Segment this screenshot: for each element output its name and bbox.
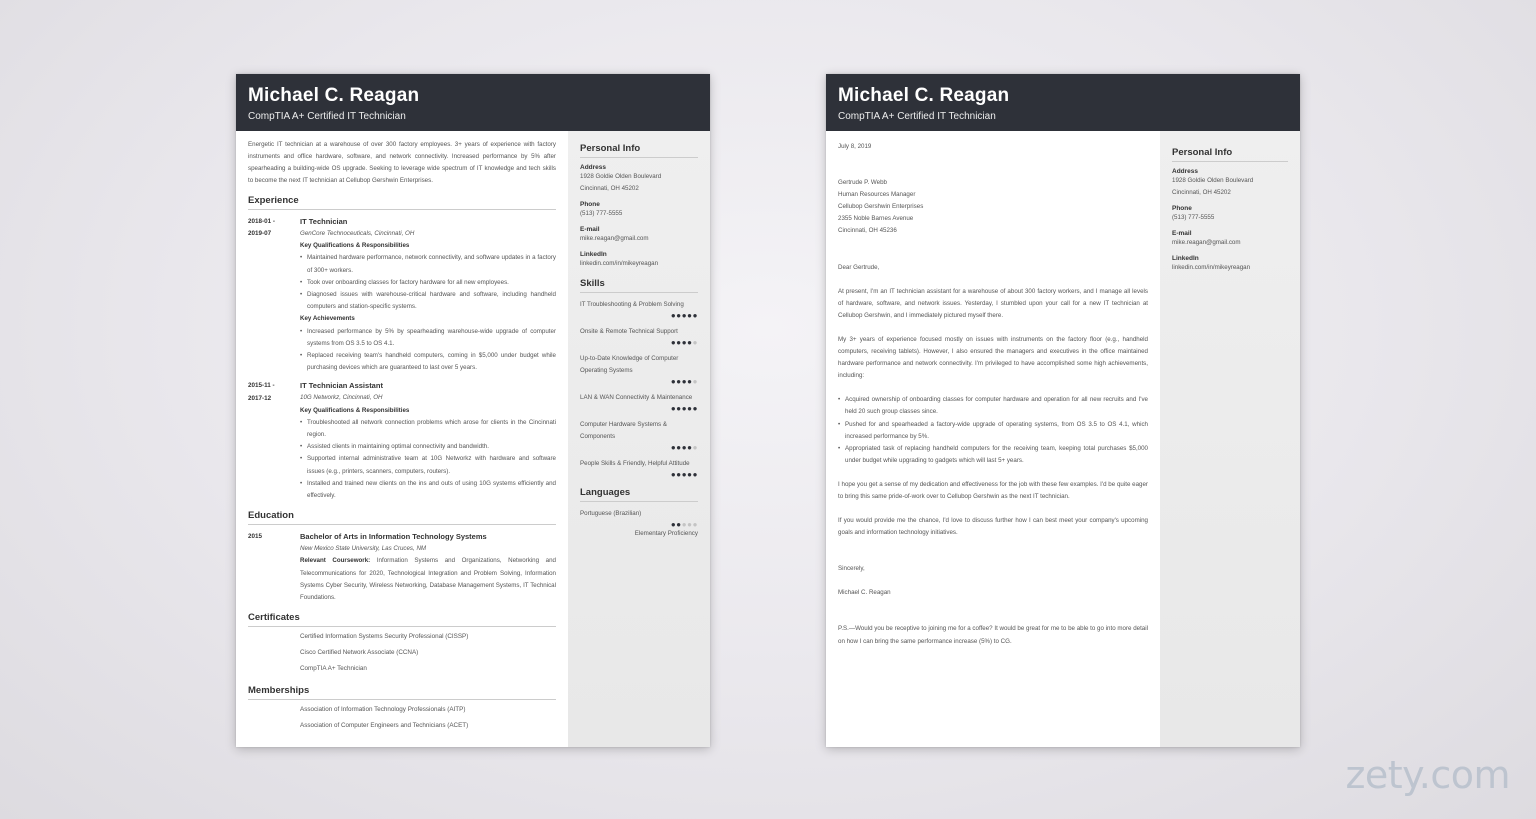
letter-name: Michael C. Reagan — [838, 85, 1010, 106]
letter-bullet: • Pushed for and spearheaded a factory-wide upgrade of operating systems, from OS 3.5 to OS 4.1, which increased performance by 5%. — [838, 419, 1148, 443]
job-bullet: • Diagnosed issues with warehouse-critical hardware and software, including handheld computers and station-specific systems. — [300, 289, 556, 313]
skill-dot-filled: ● — [670, 443, 677, 452]
education-heading: Education — [248, 510, 556, 525]
skill-dot-filled: ● — [692, 470, 698, 479]
address-label: Address — [580, 164, 607, 171]
skill-level-dots — [580, 470, 698, 479]
address-line: 1928 Goldie Olden Boulevard — [580, 173, 662, 180]
letter-paragraph: At present, I'm an IT technician assistant for a warehouse of about 300 factory workers, and I manage all levels of hardware, software, and network issues. Yesterday, I stumbled upon your call for a new IT technician at Cellubop Gershwin, and I immediately pictured myself there. — [838, 287, 1148, 319]
email-value: mike.reagan@gmail.com — [1172, 239, 1241, 246]
job-role: IT Technician — [300, 217, 348, 226]
skill-entry — [580, 353, 698, 386]
certificates-heading: Certificates — [248, 612, 556, 627]
linkedin-value: linkedin.com/in/mikeyreagan — [580, 260, 659, 267]
job-end-date: 2017-12 — [248, 394, 272, 402]
job-start-date: 2018-01 - — [248, 218, 275, 225]
skill-dot-filled: ● — [676, 443, 682, 452]
skill-name: LAN & WAN Connectivity & Maintenance — [580, 394, 693, 401]
skill-dot-empty: ● — [692, 338, 698, 347]
phone-value: (513) 777-5555 — [580, 210, 623, 217]
language-level-dots — [580, 520, 698, 529]
skill-dot-filled: ● — [681, 338, 688, 347]
language-level-text: Elementary Proficiency — [634, 530, 698, 537]
skill-dot-filled: ● — [687, 404, 693, 413]
personal-info-heading: Personal Info — [1172, 147, 1288, 162]
certificate-item: CompTIA A+ Technician — [300, 665, 367, 673]
skill-dot-filled: ● — [670, 377, 677, 386]
job-bullet: • Installed and trained new clients on the ins and outs of using 10G systems efficiently and effectively. — [300, 478, 556, 502]
certificate-item: Cisco Certified Network Associate (CCNA) — [300, 649, 419, 657]
skill-dot-filled: ● — [676, 377, 682, 386]
experience-heading: Experience — [248, 195, 556, 210]
phone-label: Phone — [580, 201, 600, 208]
address-line: Cincinnati, OH 45202 — [580, 185, 639, 192]
letter-postscript: P.S.—Would you be receptive to joining me for a coffee? It would be great for me to be able to go into more detail on how I can bring the same performance increase (5%) to CG. — [838, 625, 1148, 645]
email-label: E-mail — [580, 226, 600, 233]
job-org: 10G Networkz, Cincinnati, OH — [300, 394, 383, 402]
phone-label: Phone — [1172, 205, 1192, 212]
linkedin-label: LinkedIn — [580, 251, 607, 258]
letter-job-title: CompTIA A+ Certified IT Technician — [838, 111, 996, 122]
skill-entry — [580, 458, 698, 479]
skill-dot-filled: ● — [692, 311, 698, 320]
recipient-line: Human Resources Manager — [838, 191, 916, 199]
skill-level-dots — [580, 338, 698, 347]
personal-info-heading: Personal Info — [580, 143, 698, 158]
coursework-label: Relevant Coursework: — [300, 557, 371, 565]
job-start-date: 2015-11 - — [248, 382, 275, 390]
skill-dot-filled: ● — [687, 377, 693, 386]
recipient-line: Gertrude P. Webb — [838, 179, 887, 187]
skill-dot-empty: ● — [687, 520, 693, 529]
skill-level-dots — [580, 443, 698, 452]
skill-dot-filled: ● — [670, 311, 677, 320]
memberships-heading: Memberships — [248, 685, 556, 700]
zety-logo: zety.com — [1345, 753, 1510, 797]
skill-name: Computer Hardware Systems & Components — [580, 421, 667, 440]
languages-heading: Languages — [580, 487, 698, 502]
skill-dot-empty: ● — [692, 520, 698, 529]
certificates-list — [248, 629, 556, 677]
skill-dot-filled: ● — [692, 404, 698, 413]
job-subheading: Key Achievements — [300, 315, 355, 323]
skill-dot-filled: ● — [687, 470, 693, 479]
recipient-line: Cincinnati, OH 45236 — [838, 227, 897, 235]
skill-dot-filled: ● — [687, 443, 693, 452]
education-degree: Bachelor of Arts in Information Technology Systems — [300, 532, 487, 542]
job-bullet: • Supported internal administrative team at 10G Networkz with hardware and software issues (e.g., printers, scanners, computers, routers). — [300, 453, 556, 477]
skill-dot-empty: ● — [692, 377, 698, 386]
skills-list — [580, 299, 698, 479]
skill-dot-filled: ● — [681, 377, 688, 386]
resume-sidebar — [568, 131, 710, 747]
skill-level-dots — [580, 404, 698, 413]
education-school: New Mexico State University, Las Cruces, NM — [300, 545, 427, 553]
skill-dot-filled: ● — [670, 470, 677, 479]
skill-entry — [580, 392, 698, 413]
job-end-date: 2019-07 — [248, 230, 272, 238]
skill-dot-empty: ● — [692, 443, 698, 452]
cover-letter-page — [826, 74, 1300, 747]
skills-heading: Skills — [580, 278, 698, 293]
skill-name: People Skills & Friendly, Helpful Attitude — [580, 460, 690, 467]
job-bullet: • Increased performance by 5% by spearheading warehouse-wide upgrade of computer systems from OS 3.5 to OS 4.1. — [300, 326, 556, 350]
language-entry — [580, 508, 698, 539]
resume-name: Michael C. Reagan — [248, 85, 420, 106]
skill-dot-empty: ● — [681, 520, 688, 529]
resume-job-title: CompTIA A+ Certified IT Technician — [248, 111, 406, 122]
resume-page — [236, 74, 710, 747]
skill-entry — [580, 299, 698, 320]
skill-dot-filled: ● — [670, 338, 677, 347]
skill-entry — [580, 326, 698, 347]
job-bullet: • Took over onboarding classes for factory hardware for all new employees. — [300, 277, 556, 289]
skill-dot-filled: ● — [676, 338, 682, 347]
skill-dot-filled: ● — [670, 520, 677, 529]
certificate-item: Certified Information Systems Security Professional (CISSP) — [300, 633, 469, 641]
job-bullet: • Troubleshooted all network connection problems which arose for clients in the Cincinnati region. — [300, 417, 556, 441]
job-role: IT Technician Assistant — [300, 381, 383, 391]
skill-dot-filled: ● — [687, 338, 693, 347]
linkedin-label: LinkedIn — [1172, 255, 1199, 262]
job-entry — [248, 380, 556, 502]
letter-header — [826, 74, 1300, 131]
letter-bullet: • Appropriated task of replacing handheld computers for the receiving team, keeping total purchases $5,000 under budget while upgrading to gadgets which will last 5+ years. — [838, 443, 1148, 467]
address-line: Cincinnati, OH 45202 — [1172, 189, 1231, 196]
job-subheading: Key Qualifications & Responsibilities — [300, 406, 410, 414]
letter-paragraph: I hope you get a sense of my dedication and effectiveness for the job with these few examples. I'd be quite eager to bring this same pride-of-work over to Cellubop Gershwin as the next IT technician. — [838, 480, 1148, 500]
letter-main-column — [826, 131, 1160, 747]
skill-dot-filled: ● — [676, 470, 682, 479]
membership-item: Association of Computer Engineers and Technicians (ACET) — [300, 722, 469, 730]
letter-closing: Sincerely, — [838, 565, 865, 573]
skill-dot-filled: ● — [676, 311, 682, 320]
job-bullet: • Replaced receiving team's handheld computers, coming in $5,000 under budget while purchasing devices which are guaranteed to last over 5 years. — [300, 350, 556, 374]
resume-main-column — [236, 131, 568, 747]
memberships-list — [248, 702, 556, 734]
letter-date: July 8, 2019 — [838, 143, 872, 150]
address-line: 1928 Goldie Olden Boulevard — [1172, 177, 1254, 184]
recipient-line: Cellubop Gershwin Enterprises — [838, 203, 924, 211]
skill-dot-filled: ● — [687, 311, 693, 320]
job-bullet: • Assisted clients in maintaining optimal connectivity and bandwidth. — [300, 441, 556, 453]
phone-value: (513) 777-5555 — [1172, 214, 1215, 221]
job-org: GenCore Technoceuticals, Cincinnati, OH — [300, 230, 415, 237]
letter-sidebar — [1160, 131, 1300, 747]
membership-item: Association of Information Technology Professionals (AITP) — [300, 706, 466, 714]
skill-dot-filled: ● — [676, 404, 682, 413]
coursework-text: Information Systems and Organizations, Networking and Telecommunications for 2020, Technological Integration and Problem Solving, Information Systems Cyber Security, Wireless Networking, Database Management Systems, IT Technical Foundations. — [300, 557, 556, 602]
recipient-line: 2355 Noble Barnes Avenue — [838, 215, 914, 223]
skill-dot-filled: ● — [681, 470, 688, 479]
skill-dot-filled: ● — [676, 520, 682, 529]
letter-signature: Michael C. Reagan — [838, 589, 891, 597]
job-entry — [248, 216, 556, 374]
job-bullet: • Maintained hardware performance, network connectivity, and software updates in a factory of 300+ workers. — [300, 252, 556, 276]
email-label: E-mail — [1172, 230, 1192, 237]
letter-salutation: Dear Gertrude, — [838, 263, 880, 271]
education-entry — [248, 531, 556, 604]
skill-name: Onsite & Remote Technical Support — [580, 328, 678, 335]
skill-dot-filled: ● — [681, 311, 688, 320]
linkedin-value: linkedin.com/in/mikeyreagan — [1172, 264, 1251, 271]
skill-entry — [580, 419, 698, 452]
skill-name: IT Troubleshooting & Problem Solving — [580, 301, 684, 308]
letter-paragraph: If you would provide me the chance, I'd love to discuss further how I can best meet your company's upcoming goals and information technology initiatives. — [838, 517, 1148, 537]
letter-bullet: • Acquired ownership of onboarding classes for computer hardware and operation for all new recruits and I've held 20 such group classes since. — [838, 394, 1148, 418]
resume-header — [236, 74, 710, 131]
skill-name: Up-to-Date Knowledge of Computer Operating Systems — [580, 355, 679, 374]
skill-level-dots — [580, 311, 698, 320]
email-value: mike.reagan@gmail.com — [580, 235, 649, 242]
skill-dot-filled: ● — [670, 404, 677, 413]
language-name: Portuguese (Brazilian) — [580, 510, 642, 517]
job-subheading: Key Qualifications & Responsibilities — [300, 242, 410, 250]
address-label: Address — [1172, 168, 1199, 175]
skill-level-dots — [580, 377, 698, 386]
education-year: 2015 — [248, 533, 263, 541]
letter-paragraph: My 3+ years of experience focused mostly on issues with instruments on the factory floor (e.g., handheld computers, receiving tablets). However, I also ensured the managers and executives in the office maintained hardware performance and network connectivity. I'm privileged to have accomplished some high achievements, including: — [838, 335, 1148, 380]
skill-dot-filled: ● — [681, 443, 688, 452]
skill-dot-filled: ● — [681, 404, 688, 413]
resume-summary: Energetic IT technician at a warehouse of over 300 factory employees. 3+ years of experience with factory instruments and office hardware, software, and network connectivity. Increased performance by 5% after spearheading a building-wide OS upgrade. Seeking to leverage wide spectrum of IT knowledge and tech skills to become the next IT technician at Cellubop Gershwin Enterprises. — [248, 141, 556, 184]
